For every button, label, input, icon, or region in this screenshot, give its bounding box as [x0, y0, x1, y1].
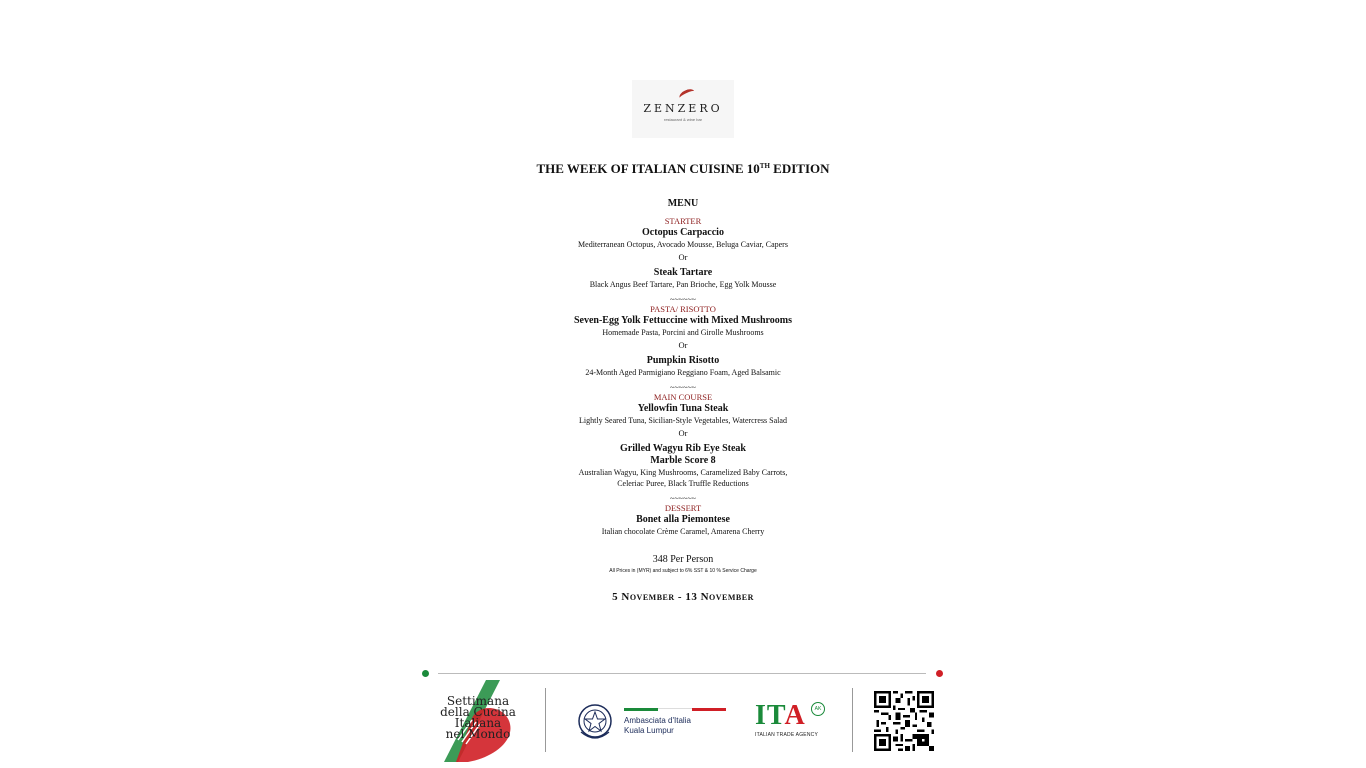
menu-heading: MENU [667, 198, 699, 209]
or-separator: Or [678, 340, 688, 350]
section-divider: ~~~~~~ [670, 383, 696, 392]
dish-description-line2: Celeriac Puree, Black Truffle Reductions [617, 479, 749, 488]
page-title: THE WEEK OF ITALIAN CUISINE 10TH EDITION [536, 161, 830, 176]
dish-description: Homemade Pasta, Porcini and Girolle Mushrooms [602, 328, 764, 337]
price-note: All Prices in (MYR) and subject to 6% SST & 10 % Service Charge [609, 568, 757, 574]
dish-name: Bonet alla Piemontese [636, 514, 730, 525]
ita-letters: ITA [755, 700, 806, 731]
section-label-starter: STARTER [664, 216, 702, 226]
italian-emblem-icon [576, 700, 614, 742]
red-dot [936, 670, 943, 677]
event-dates: 5 November - 13 November [612, 591, 754, 603]
or-separator: Or [678, 428, 688, 438]
footer-separator [852, 688, 853, 752]
dish-name: Seven-Egg Yolk Fettuccine with Mixed Mushrooms [573, 315, 793, 326]
section-divider: ~~~~~~ [670, 494, 696, 503]
dish-name: Steak Tartare [653, 267, 713, 278]
dish-name: Yellowfin Tuna Steak [637, 403, 729, 414]
ita-logo [755, 702, 825, 742]
restaurant-logo [632, 80, 734, 138]
section-divider: ~~~~~~ [670, 295, 696, 304]
footer-divider [438, 673, 926, 674]
embassy-name: Ambasciata d'Italia Kuala Lumpur [624, 716, 691, 735]
dish-description: Black Angus Beef Tartare, Pan Brioche, Egg Yolk Mousse [589, 280, 777, 289]
dish-name: Octopus Carpaccio [642, 227, 724, 238]
dish-description: 24-Month Aged Parmigiano Reggiano Foam, Aged Balsamic [585, 368, 781, 377]
section-label-dessert: DESSERT [664, 503, 702, 513]
ita-badge: AK [811, 702, 825, 716]
dish-description: Lightly Seared Tuna, Sicilian-Style Vegetables, Watercress Salad [579, 416, 787, 425]
ita-agency-name: ITALIAN TRADE AGENCY [755, 732, 818, 738]
dish-description: Italian chocolate Crème Caramel, Amarena Cherry [601, 527, 765, 536]
settimana-text: Settimana della Cucina Italiana nel Mondo [440, 694, 516, 741]
dish-description: Mediterranean Octopus, Avocado Mousse, Beluga Caviar, Capers [578, 240, 788, 249]
italian-flag-stripe [624, 708, 726, 711]
footer-separator [545, 688, 546, 752]
logo-subtitle: restaurant & wine bar [663, 117, 703, 122]
qr-code-icon[interactable] [874, 691, 934, 751]
section-label-main-course: MAIN COURSE [653, 392, 713, 402]
dish-name: Grilled Wagyu Rib Eye Steak [620, 443, 746, 454]
title-superscript: TH [759, 162, 770, 170]
price: 348 Per Person [652, 554, 714, 565]
logo-name: ZENZERO [643, 102, 723, 115]
dish-description: Australian Wagyu, King Mushrooms, Caramelized Baby Carrots, [578, 468, 788, 477]
menu-body [483, 157, 883, 605]
logo-leaf-icon [678, 87, 696, 102]
or-separator: Or [678, 252, 688, 262]
dish-name: Pumpkin Risotto [646, 355, 720, 366]
dish-name-line2: Marble Score 8 [650, 455, 716, 466]
settimana-cucina-logo [428, 680, 530, 762]
green-dot [422, 670, 429, 677]
section-label-pasta: PASTA/ RISOTTO [650, 304, 716, 314]
